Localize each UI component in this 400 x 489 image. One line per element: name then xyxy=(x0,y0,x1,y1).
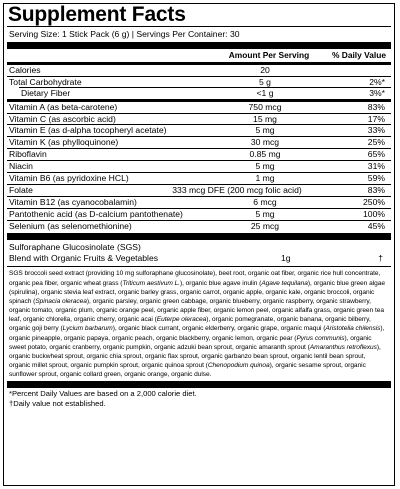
nutrient-name: Selenium (as selenomethionine) xyxy=(9,220,132,231)
nutrient-dv: 45% xyxy=(367,220,385,231)
nutrient-amount: 6 mcg xyxy=(253,196,277,207)
blend-row xyxy=(7,240,391,266)
footnote-not-established: †Daily value not established. xyxy=(9,399,106,409)
nutrient-name: Folate xyxy=(9,184,33,195)
nutrient-name: Vitamin B6 (as pyridoxine HCL) xyxy=(9,173,129,184)
nutrient-list xyxy=(7,102,391,232)
nutrient-row xyxy=(7,172,391,184)
ingredient-text: ), organic black currant, organic elderberry, organic grape, organic maqui ( xyxy=(112,325,326,333)
supplement-facts-label xyxy=(3,3,395,486)
nutrient-dv: 83% xyxy=(367,184,385,195)
ingredient-text: ), organic buckwheat sprout, organic chia sprout, organic flax sprout, organic garbanzo bean sprout, organic lentil bean sprout, organic millet sprout, organic pumpkin sprout, organic quinoa sprout ( xyxy=(9,343,381,370)
nutrient-amount: 5 mg xyxy=(255,208,275,219)
ingredient-latin-name: Spinacia oleracea xyxy=(35,297,87,305)
blend-name-line1: Sulforaphane Glucosinolate (SGS) xyxy=(9,242,141,253)
ingredient-text: ), organic pomegranate, organic banana, organic bilberry, organic goji berry ( xyxy=(9,316,371,333)
nutrient-dv: 33% xyxy=(367,125,385,136)
nutrient-row xyxy=(7,148,391,160)
serving-info: Serving Size: 1 Stick Pack (6 g) | Servings Per Container: 30 xyxy=(9,29,240,39)
nutrient-row xyxy=(7,184,391,196)
ingredient-latin-name: Euterpe oleracea xyxy=(156,316,207,324)
nutrient-dv: 25% xyxy=(367,137,385,148)
ingredient-latin-name: Pyrus communis xyxy=(296,334,345,342)
nutrient-amount: 20 xyxy=(260,65,270,75)
nutrient-dv: 2%* xyxy=(369,76,385,87)
ingredient-text: ), organic blue agave inulin ( xyxy=(179,279,262,287)
ingredient-text: ), organic parsley, organic green cabbage, organic blueberry, organic raspberry, organic strawberry, organic tomato, organic plum, organic orange peel, organic apple fiber, organic lemon peel, organic alfalfa grass, organic green tea leaf, organic chlorella, organic cherry, organic acai ( xyxy=(9,297,384,324)
column-headers xyxy=(7,49,391,62)
ingredient-latin-name: Chenopodium quinoa xyxy=(207,362,270,370)
ingredient-text: ), organic sesame sprout, organic sunflower sprout, organic collard green, organic orange, organic dulse. xyxy=(9,362,366,379)
nutrient-name: Vitamin B12 (as cyanocobalamin) xyxy=(9,196,137,207)
nutrient-row xyxy=(7,208,391,220)
dv-header: % Daily Value xyxy=(332,50,386,60)
nutrient-name: Vitamin E (as d-alpha tocopheryl acetate) xyxy=(9,125,167,136)
nutrient-row xyxy=(7,136,391,148)
nutrient-amount: <1 g xyxy=(256,87,274,98)
nutrient-dv: 17% xyxy=(367,113,385,124)
blend-amount: 1g xyxy=(281,253,291,264)
nutrient-name: Niacin xyxy=(9,161,33,172)
ingredient-text: SGS broccoli seed extract (providing 10 mg sulforaphane glucosinolate), beet root, organic oat fiber, organic rice hull concentrate, organic pea fiber, organic wheat grass ( xyxy=(9,270,381,287)
nutrient-dv: 59% xyxy=(367,173,385,184)
ingredient-latin-name: Amaranthus retroflexus xyxy=(309,343,377,351)
nutrient-row xyxy=(7,196,391,208)
nutrient-name: Dietary Fiber xyxy=(21,87,71,98)
nutrient-dv: 3%* xyxy=(369,87,385,98)
ingredient-latin-name: Triticum aestivum L. xyxy=(122,279,180,287)
amount-header: Amount Per Serving xyxy=(228,50,310,60)
nutrient-name: Vitamin K (as phylloquinone) xyxy=(9,137,119,148)
nutrient-amount: 0.85 mg xyxy=(249,149,281,160)
nutrient-amount: 1 mg xyxy=(255,173,275,184)
nutrient-row xyxy=(7,102,391,113)
nutrient-name: Vitamin C (as ascorbic acid) xyxy=(9,113,116,124)
nutrient-amount: 333 mcg DFE (200 mcg folic acid) xyxy=(172,184,302,195)
nutrient-row xyxy=(7,124,391,136)
footnote-daily-value: *Percent Daily Values are based on a 2,000 calorie diet. xyxy=(9,389,197,399)
nutrient-amount: 5 mg xyxy=(255,161,275,172)
label-title: Supplement Facts xyxy=(8,3,186,26)
nutrient-name: Pantothenic acid (as D-calcium pantothenate) xyxy=(9,208,183,219)
nutrient-dv: 250% xyxy=(363,196,385,207)
nutrient-amount: 25 mcg xyxy=(250,220,280,231)
ingredient-text: ), organic sweet potato, organic cranberry, organic pumpkin, organic adzuki bean sprout, organic amaranth sprout ( xyxy=(9,334,372,351)
nutrient-name: Total Carbohydrate xyxy=(9,76,82,87)
nutrient-dv: 100% xyxy=(363,208,385,219)
nutrient-name: Riboflavin xyxy=(9,149,47,160)
footnotes xyxy=(7,388,391,409)
ingredients-text xyxy=(7,267,391,381)
ingredient-text: ), organic pineapple, organic papaya, organic peach, organic blackberry, organic lemon, organic pear ( xyxy=(9,325,385,342)
nutrient-dv: 65% xyxy=(367,149,385,160)
ingredient-text: ), organic blue green algae (spirulina), organic stevia leaf extract, organic barley grass, organic carrot, organic apple, organic kale, organic broccoli, organic spinach ( xyxy=(9,279,385,305)
nutrient-amount: 30 mcg xyxy=(250,137,280,148)
nutrient-dv: 83% xyxy=(367,101,385,112)
nutrient-amount: 5 mg xyxy=(255,125,275,136)
nutrient-row xyxy=(7,160,391,172)
nutrient-amount: 750 mcg xyxy=(248,101,282,112)
ingredient-latin-name: Lycium barbarum xyxy=(62,325,113,333)
nutrient-amount: 5 g xyxy=(259,76,271,87)
blend-dv: † xyxy=(378,253,383,264)
fiber-row xyxy=(7,88,391,99)
nutrient-name: Vitamin A (as beta-carotene) xyxy=(9,101,118,112)
ingredient-latin-name: Agave tequilana xyxy=(261,279,308,287)
nutrient-row xyxy=(7,220,391,232)
nutrient-amount: 15 mg xyxy=(253,113,277,124)
nutrient-name: Calories xyxy=(9,65,41,75)
nutrient-row xyxy=(7,113,391,125)
blend-name-line2: Blend with Organic Fruits & Vegetables xyxy=(9,252,159,263)
nutrient-dv: 31% xyxy=(367,161,385,172)
ingredient-latin-name: Aristotelia chilensis xyxy=(325,325,381,333)
calories-row xyxy=(7,65,391,76)
